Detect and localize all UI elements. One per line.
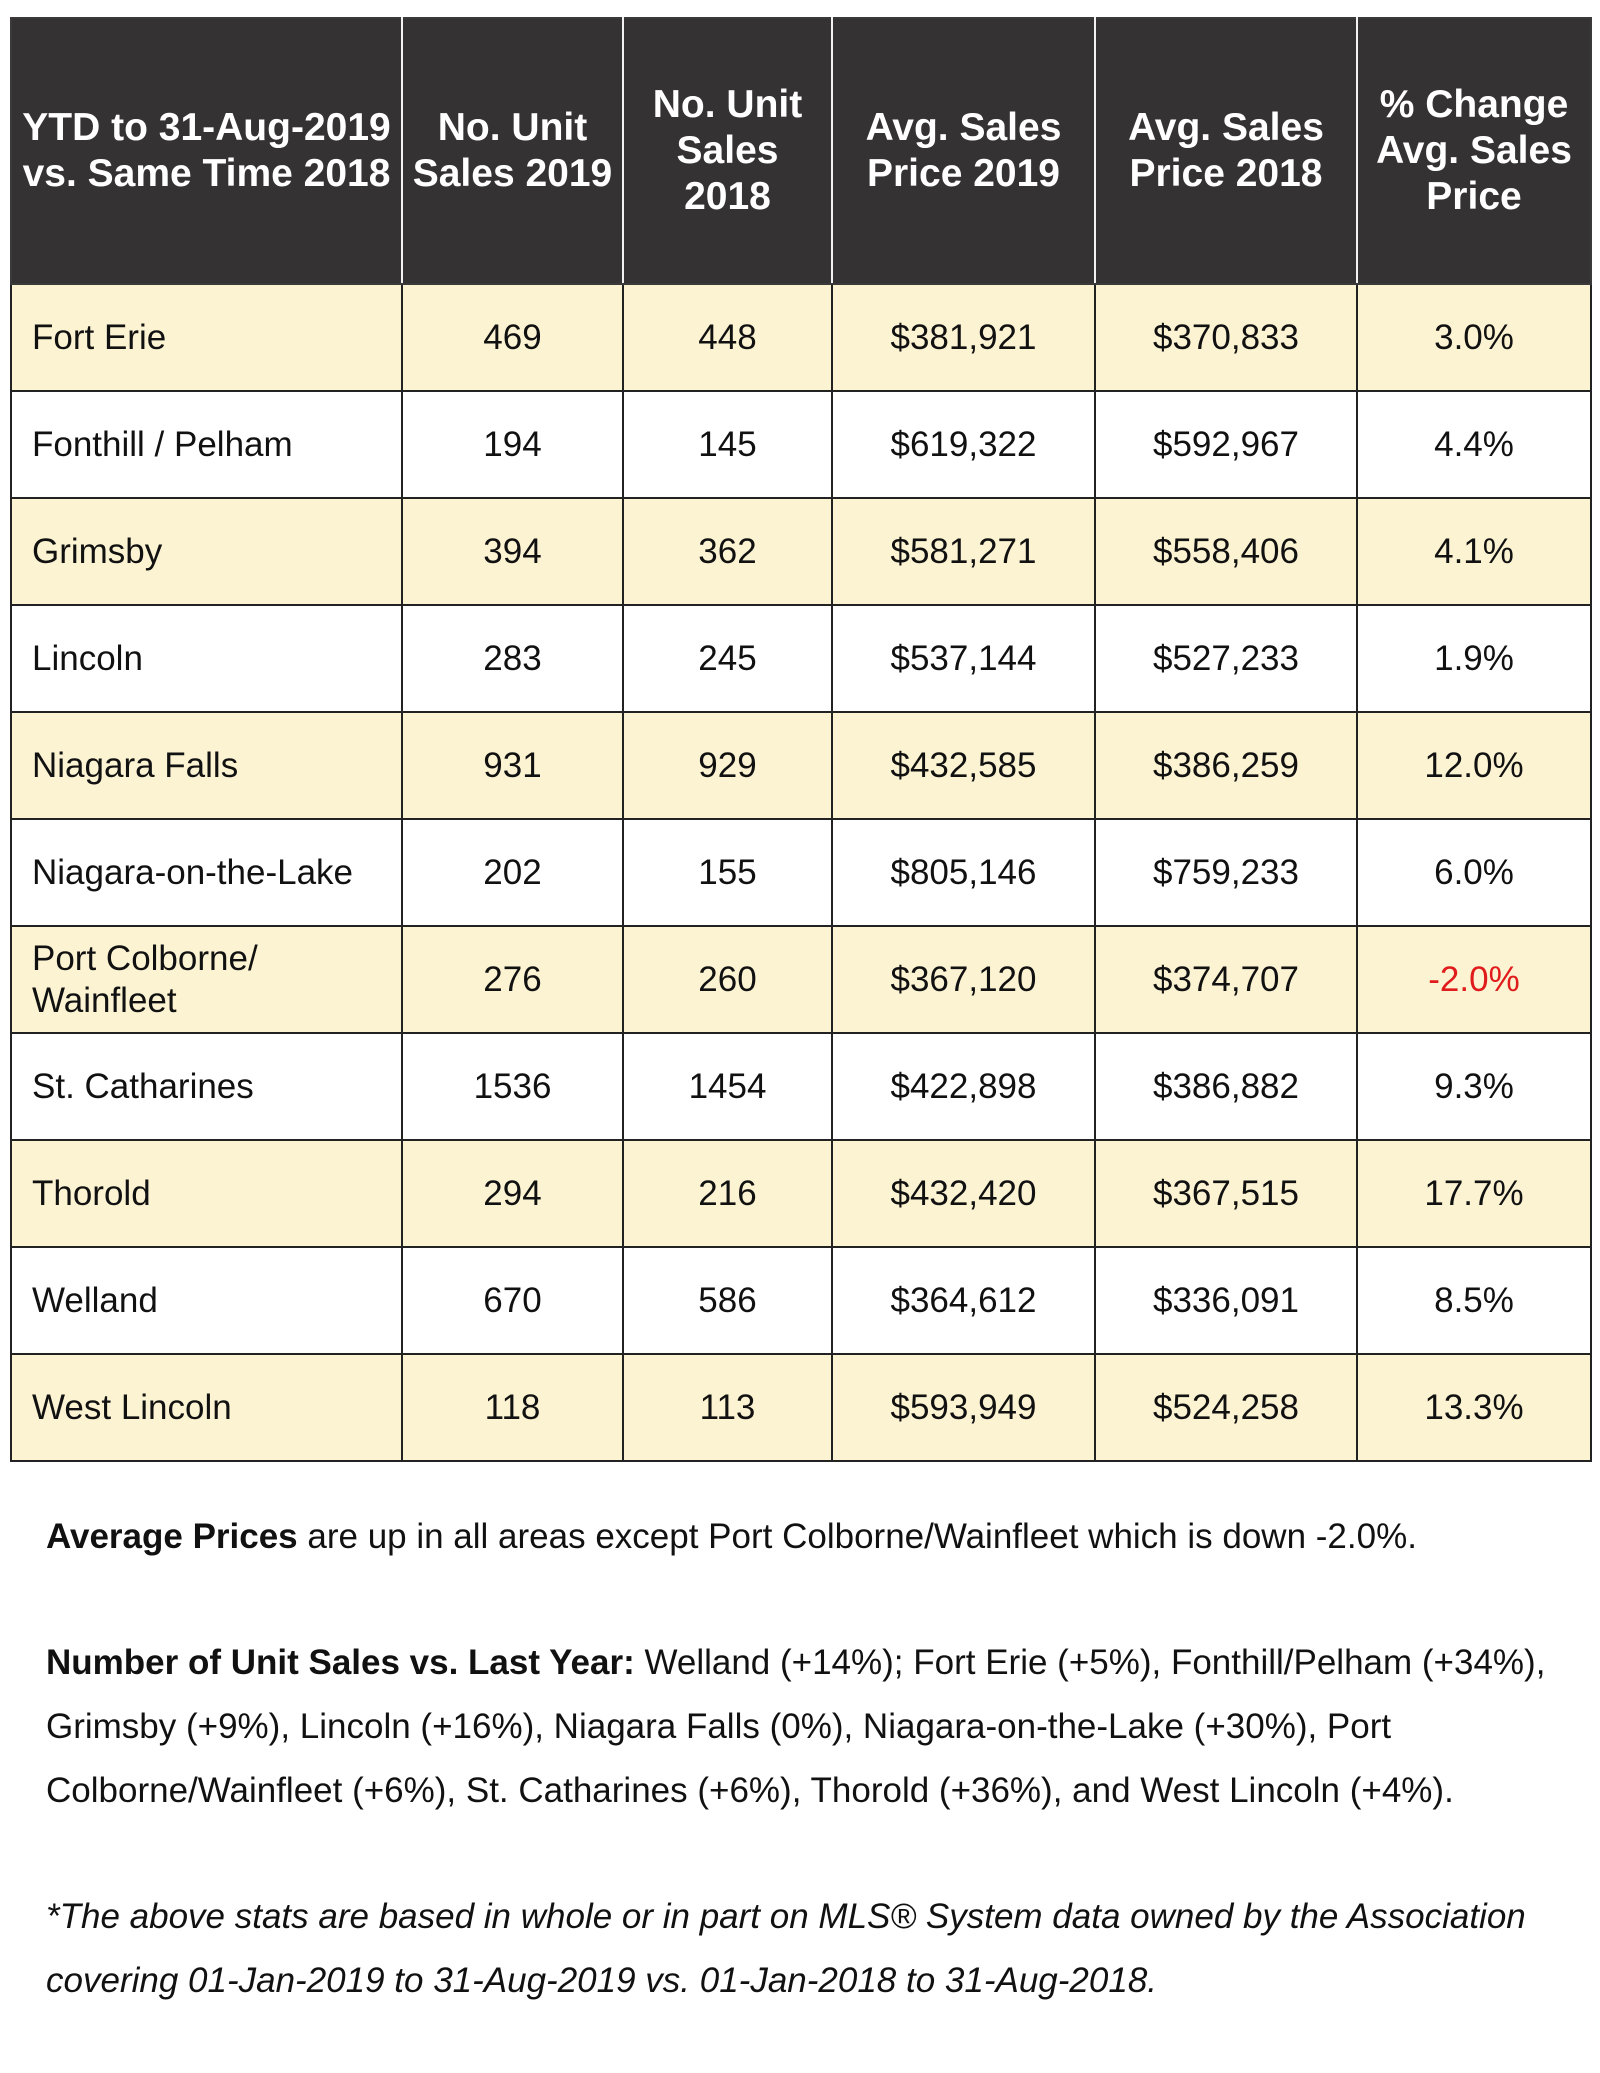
table-row — [11, 712, 1591, 819]
notes-section — [46, 1505, 1566, 2013]
units-2019-cell: 931 — [402, 712, 623, 819]
note-unit-sales — [46, 1631, 1566, 1823]
area-cell: Niagara Falls — [11, 712, 402, 819]
avg-price-2019-cell: $364,612 — [832, 1247, 1095, 1354]
header-area: YTD to 31-Aug-2019 vs. Same Time 2018 — [11, 18, 402, 284]
note-average-prices-text: are up in all areas except Port Colborne/Wainfleet which is down -2.0%. — [297, 1517, 1417, 1556]
table-row — [11, 391, 1591, 498]
table-row — [11, 605, 1591, 712]
table-row — [11, 1140, 1591, 1247]
units-2019-cell: 670 — [402, 1247, 623, 1354]
area-cell: Lincoln — [11, 605, 402, 712]
units-2019-cell: 294 — [402, 1140, 623, 1247]
units-2018-cell: 245 — [623, 605, 832, 712]
units-2018-cell: 1454 — [623, 1033, 832, 1140]
note-average-prices — [46, 1505, 1566, 1569]
units-2019-cell: 118 — [402, 1354, 623, 1461]
header-units-2018: No. Unit Sales 2018 — [623, 18, 832, 284]
avg-price-2019-cell: $381,921 — [832, 284, 1095, 391]
table-row — [11, 498, 1591, 605]
area-cell: Fonthill / Pelham — [11, 391, 402, 498]
avg-price-2018-cell: $527,233 — [1095, 605, 1357, 712]
avg-price-2019-cell: $422,898 — [832, 1033, 1095, 1140]
area-cell: Fort Erie — [11, 284, 402, 391]
pct-change-cell: 9.3% — [1357, 1033, 1591, 1140]
area-cell: Port Colborne/ Wainfleet — [11, 926, 402, 1033]
avg-price-2019-cell: $619,322 — [832, 391, 1095, 498]
area-cell: West Lincoln — [11, 1354, 402, 1461]
avg-price-2019-cell: $581,271 — [832, 498, 1095, 605]
area-cell: Grimsby — [11, 498, 402, 605]
pct-change-cell: 6.0% — [1357, 819, 1591, 926]
note-disclaimer: *The above stats are based in whole or in part on MLS® System data owned by the Association covering 01-Jan-2019 to 31-Aug-2019 vs. 01-Jan-2018 to 31-Aug-2018. — [46, 1897, 1526, 2000]
pct-change-cell: 4.1% — [1357, 498, 1591, 605]
table-row — [11, 1354, 1591, 1461]
avg-price-2019-cell: $805,146 — [832, 819, 1095, 926]
pct-change-cell: 17.7% — [1357, 1140, 1591, 1247]
area-cell: St. Catharines — [11, 1033, 402, 1140]
pct-change-cell: 8.5% — [1357, 1247, 1591, 1354]
avg-price-2018-cell: $370,833 — [1095, 284, 1357, 391]
avg-price-2018-cell: $592,967 — [1095, 391, 1357, 498]
units-2018-cell: 448 — [623, 284, 832, 391]
avg-price-2018-cell: $558,406 — [1095, 498, 1357, 605]
area-cell: Niagara-on-the-Lake — [11, 819, 402, 926]
avg-price-2019-cell: $432,420 — [832, 1140, 1095, 1247]
units-2019-cell: 202 — [402, 819, 623, 926]
units-2019-cell: 194 — [402, 391, 623, 498]
units-2018-cell: 216 — [623, 1140, 832, 1247]
avg-price-2018-cell: $386,882 — [1095, 1033, 1357, 1140]
pct-change-cell: 3.0% — [1357, 284, 1591, 391]
table-header-row — [11, 18, 1591, 284]
units-2018-cell: 586 — [623, 1247, 832, 1354]
pct-change-cell: 13.3% — [1357, 1354, 1591, 1461]
sales-stats-table — [10, 17, 1592, 1462]
units-2018-cell: 929 — [623, 712, 832, 819]
units-2019-cell: 1536 — [402, 1033, 623, 1140]
pct-change-cell: 1.9% — [1357, 605, 1591, 712]
units-2019-cell: 469 — [402, 284, 623, 391]
table-row — [11, 284, 1591, 391]
header-avg-price-2019: Avg. Sales Price 2019 — [832, 18, 1095, 284]
avg-price-2018-cell: $524,258 — [1095, 1354, 1357, 1461]
table-body — [11, 284, 1591, 1461]
units-2018-cell: 113 — [623, 1354, 832, 1461]
header-avg-price-2018: Avg. Sales Price 2018 — [1095, 18, 1357, 284]
avg-price-2018-cell: $759,233 — [1095, 819, 1357, 926]
units-2018-cell: 362 — [623, 498, 832, 605]
avg-price-2019-cell: $593,949 — [832, 1354, 1095, 1461]
units-2019-cell: 283 — [402, 605, 623, 712]
sales-table-container — [10, 17, 1590, 1462]
avg-price-2018-cell: $367,515 — [1095, 1140, 1357, 1247]
avg-price-2019-cell: $537,144 — [832, 605, 1095, 712]
table-row — [11, 819, 1591, 926]
avg-price-2018-cell: $386,259 — [1095, 712, 1357, 819]
pct-change-cell: 12.0% — [1357, 712, 1591, 819]
units-2019-cell: 394 — [402, 498, 623, 605]
area-cell: Welland — [11, 1247, 402, 1354]
pct-change-cell: 4.4% — [1357, 391, 1591, 498]
area-cell: Thorold — [11, 1140, 402, 1247]
table-row — [11, 926, 1591, 1033]
avg-price-2018-cell: $374,707 — [1095, 926, 1357, 1033]
units-2019-cell: 276 — [402, 926, 623, 1033]
avg-price-2019-cell: $367,120 — [832, 926, 1095, 1033]
note-average-prices-lead: Average Prices — [46, 1517, 298, 1556]
pct-change-cell: -2.0% — [1357, 926, 1591, 1033]
units-2018-cell: 145 — [623, 391, 832, 498]
units-2018-cell: 155 — [623, 819, 832, 926]
header-pct-change: % Change Avg. Sales Price — [1357, 18, 1591, 284]
note-unit-sales-text: Welland (+14%); Fort Erie (+5%), Fonthill/Pelham (+34%), Grimsby (+9%), Lincoln (+16%), Niagara Falls (0%), Niagara-on-the-Lake (+30%), Port Colborne/Wainfleet (+6%), St. Catharines (+6%), Thorold (+36%), and West Lincoln (+4%). — [46, 1643, 1546, 1810]
avg-price-2018-cell: $336,091 — [1095, 1247, 1357, 1354]
header-units-2019: No. Unit Sales 2019 — [402, 18, 623, 284]
avg-price-2019-cell: $432,585 — [832, 712, 1095, 819]
table-row — [11, 1247, 1591, 1354]
table-row — [11, 1033, 1591, 1140]
units-2018-cell: 260 — [623, 926, 832, 1033]
note-unit-sales-lead: Number of Unit Sales vs. Last Year: — [46, 1643, 635, 1682]
